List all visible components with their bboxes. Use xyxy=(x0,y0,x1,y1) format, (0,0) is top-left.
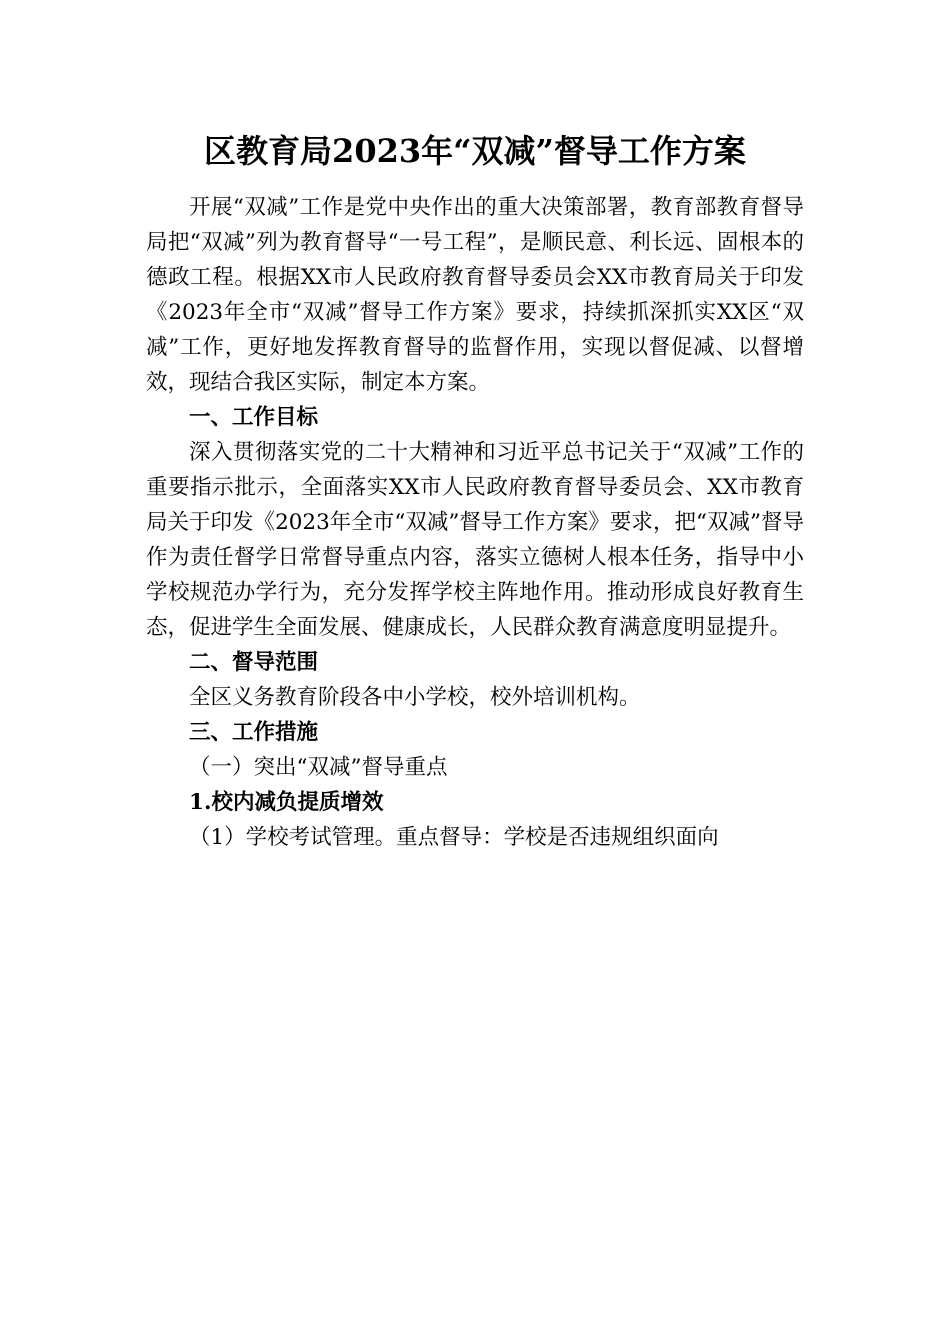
section-heading-goals: 一、工作目标 xyxy=(189,405,319,430)
intro-paragraph: 开展“双减”工作是党中央作出的重大决策部署，教育部教育督导局把“双减”列为教育督导“一号工程”，是顺民意、利长远、固根本的德政工程。根据XX市人民政府教育督导委员会XX市教育局关于印发《2023年全市“双减”督导工作方案》要求，持续抓深抓实XX区“双减”工作，更好地发挥教育督导的监督作用，实现以督促减、以督增效，现结合我区实际，制定本方案。 xyxy=(146,195,804,395)
document-body xyxy=(146,190,804,855)
document-title: 区教育局2023年“双减”督导工作方案 xyxy=(204,132,746,170)
section-heading-scope: 二、督导范围 xyxy=(189,650,319,675)
subsection-heading: （一）突出“双减”督导重点 xyxy=(189,755,448,780)
section-text-goals: 深入贯彻落实党的二十大精神和习近平总书记关于“双减”工作的重要指示批示，全面落实XX市人民政府教育督导委员会、XX市教育局关于印发《2023年全市“双减”督导工作方案》要求，把“双减”督导作为责任督学日常督导重点内容，落实立德树人根本任务，指导中小学校规范办学行为，充分发挥学校主阵地作用。推动形成良好教育生态，促进学生全面发展、健康成长，人民群众教育满意度明显提升。 xyxy=(146,440,804,640)
section-heading-measures: 三、工作措施 xyxy=(189,720,319,745)
item-heading: 1.校内减负提质增效 xyxy=(189,790,384,815)
section-text-scope: 全区义务教育阶段各中小学校，校外培训机构。 xyxy=(189,685,641,710)
item-paragraph: （1）学校考试管理。重点督导：学校是否违规组织面向 xyxy=(189,825,719,850)
